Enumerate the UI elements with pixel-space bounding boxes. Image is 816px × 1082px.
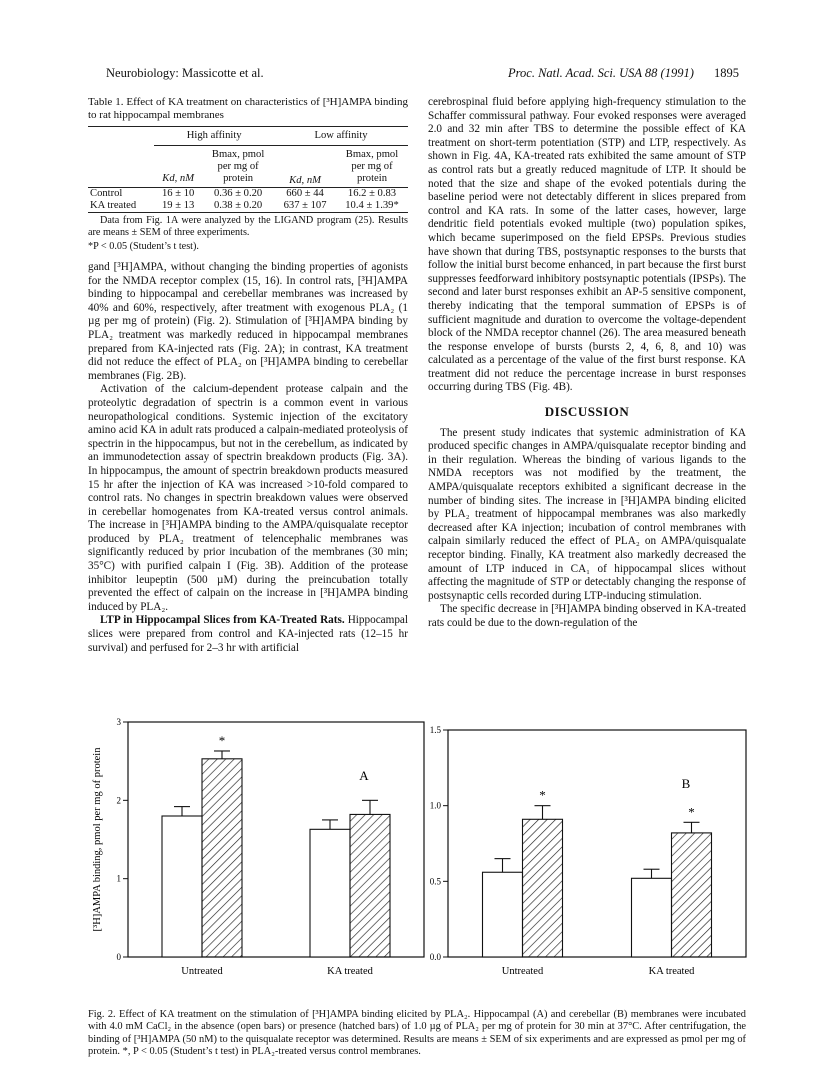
paragraph: cerebrospinal fluid before applying high-frequency stimulation to the Schaffer commissural pathway. Four evoked responses were averaged 2.0 and 32 min after TBS to determine the possible effect of KA treatment on short-term potentiation (STP) and LTP, respectively. As shown in Fig. 4A, KA-treated rats exhibited the same amount of STP as control rats but a greatly reduced magnitude of LTP. It should be noted that the size and shape of the evoked potentials during the baseline period were not detectably different in slices prepared from control and KA rats. In some of the latter cases, however, large dendritic field potentials evoked multiple (two) population spikes, which became superimposed on the field EPSPs. Previous studies have shown that during TBS, postsynaptic responses to the bursts that follow the initial burst become enhanced, in part because the first burst suppresses feedforward inhibitory postsynaptic potentials (IPSPs). The second and later burst responses exhibit an AP-5 sensitive component, thereby indicating that the temporal summation of EPSPs is of sufficient magnitude and duration to overcome the voltage-dependent block of the NMDA receptor channel (26). The area measured beneath the response envelope of bursts (bursts 2, 4, 6, 8, and 10) was calculated as a percentage of the value of the first burst response. KA treatment did not reduce the percentage increase in burst responses occurring during TBS (Fig. 4B). bbox=[428, 96, 746, 394]
table-note: Data from Fig. 1A were analyzed by the LIGAND program (25). Results are means ± SEM of three experiments. bbox=[88, 215, 408, 238]
significance-marker: * bbox=[539, 787, 546, 803]
y-tick-label: 0 bbox=[116, 952, 121, 962]
bar-open bbox=[632, 878, 672, 957]
table-caption: Table 1. Effect of KA treatment on characteristics of [³H]AMPA binding to rat hippocampal membranes bbox=[88, 96, 408, 121]
bar-open bbox=[162, 816, 202, 957]
y-tick-label: 0.5 bbox=[429, 876, 441, 887]
category-label: KA treated bbox=[648, 966, 695, 977]
figure-caption: Fig. 2. Effect of KA treatment on the stimulation of [³H]AMPA binding elicited by PLA₂. Hippocampal (A) and cerebellar (B) membranes were incubated with 4.0 mM CaCl₂ in the absence (open bars) or presence (hatched bars) of 1.0 µg of PLA₂ per mg of protein for 30 min at 37°C. After centrifugation, the binding of [³H]AMPA (50 nM) to the quisqualate receptor was determined. Results are means ± SEM of six experiments and are expressed as pmol per mg of protein. *, P < 0.05 (Student’s t test) in PLA₂-treated versus control membranes. bbox=[88, 1009, 746, 1058]
y-tick-label: 0.0 bbox=[429, 952, 441, 962]
category-label: Untreated bbox=[181, 966, 223, 977]
bar-hatched bbox=[202, 759, 242, 957]
col-kd-high: Kd, nM bbox=[162, 173, 195, 184]
page-number: 1895 bbox=[714, 66, 739, 80]
table-footnote: *P < 0.05 (Student’s t test). bbox=[88, 241, 199, 252]
table-row: Control 16 ± 10 0.36 ± 0.20 660 ± 44 16.2 ± 0.83 bbox=[90, 188, 397, 199]
category-label: KA treated bbox=[327, 966, 373, 977]
group-low-affinity: Low affinity bbox=[274, 127, 408, 146]
chart-panel-a bbox=[92, 717, 424, 977]
paragraph: The present study indicates that systemic administration of KA produced specific changes in AMPA/quisqualate receptor binding and in their regulation. Whereas the binding of various ligands to the NMDA receptors was not modified by the treatment, the AMPA/quisqualate receptors exhibited a significant decrease in the number of binding sites. The increase in [³H]AMPA binding elicited by PLA₂ treatment of hippocampal membranes was also markedly decreased after KA injection; incubation of control membranes with calpain similarly reduced the effect of PLA₂ on AMPA/quisqualate receptor binding. Finally, KA treatment also markedly decreased the amount of LTP induced in CA₁ of hippocampal slices without affecting the magnitude of STP or detectably changing the response of postsynaptic cells recorded during LTP-inducing stimulation. bbox=[428, 426, 746, 602]
paragraph-ltp: LTP in Hippocampal Slices from KA-Treated Rats. Hippocampal slices were prepared from control and KA-injected rats (12–15 hr survival) and perfused for 2–3 hr with artificial bbox=[88, 614, 408, 654]
col-kd-low: Kd, nM bbox=[289, 175, 321, 186]
section-heading-discussion: DISCUSSION bbox=[544, 404, 630, 420]
y-tick-label: 2 bbox=[116, 795, 121, 806]
section-heading-ltp: LTP in Hippocampal Slices from KA-Treated Rats. bbox=[100, 614, 345, 627]
y-axis-label: [³H]AMPA binding, pmol per mg of protein bbox=[92, 747, 103, 932]
running-header-left: Neurobiology: Massicotte et al. bbox=[106, 66, 264, 80]
paragraph: The specific decrease in [³H]AMPA binding observed in KA-treated rats could be due to the down-regulation of the bbox=[428, 603, 746, 629]
chart-panel-b bbox=[430, 725, 746, 977]
bar-hatched bbox=[523, 819, 563, 957]
table-row: KA treated 19 ± 13 0.38 ± 0.20 637 ± 107 10.4 ± 1.39* bbox=[88, 200, 408, 213]
col-bmax-low: Bmax, pmol per mg of protein bbox=[345, 149, 399, 184]
paragraph: gand [³H]AMPA, without changing the binding properties of agonists for the NMDA receptor complex (15, 16). In control rats, [³H]AMPA binding to hippocampal and cerebellar membranes was increased by 40% and 60%, respectively, after treatment with exogenous PLA₂ (1 µg per mg of protein) (Fig. 2). Stimulation of [³H]AMPA binding by PLA₂ treatment was markedly reduced in hippocampal membranes prepared from KA-injected rats (Fig. 2A); in contrast, KA treatment did not reduce the effect of PLA₂ on [³H]AMPA binding to cerebellar membranes (Fig. 2B). bbox=[88, 261, 408, 382]
bar-hatched bbox=[350, 814, 390, 957]
group-high-affinity: High affinity bbox=[154, 127, 274, 146]
y-tick-label: 1 bbox=[116, 873, 121, 884]
y-tick-label: 1.5 bbox=[429, 725, 441, 735]
panel-label: B bbox=[681, 776, 691, 791]
bar-open bbox=[310, 829, 350, 957]
panel-label: A bbox=[359, 768, 369, 783]
category-label: Untreated bbox=[501, 966, 544, 977]
significance-marker: * bbox=[218, 732, 226, 748]
y-tick-label: 3 bbox=[116, 717, 121, 727]
paragraph: Activation of the calcium-dependent protease calpain and the proteolytic degradation of spectrin is a common event in various neuropathological conditions. Systemic injection of the excitatory amino acid KA in adult rats produced a calpain-mediated proteolysis of spectrin in the hippocampus, but not in the cerebellum, as indicated by an immunodetection assay of spectrin breakdown products (Fig. 3A). In hippocampus, the amount of spectrin breakdown products measured 15 hr after the injection of KA was increased >10-fold compared to control rats. No changes in spectrin breakdown values were observed in cerebellar homogenates from KA-treated versus control animals. The increase in [³H]AMPA binding to the AMPA/quisqualate receptor produced by PLA₂ treatment of telencephalic membranes was significantly reduced by prior incubation of the membranes (30 min; 35°C) with purified calpain I (Fig. 3B). Addition of the protease inhibitor leupeptin (500 µM) during the preincubation totally prevented the effect of calpain on the increase in [³H]AMPA binding induced by PLA₂. bbox=[88, 383, 408, 613]
significance-marker: * bbox=[688, 804, 695, 820]
running-header-journal: Proc. Natl. Acad. Sci. USA 88 (1991) bbox=[508, 66, 694, 80]
col-bmax-high: Bmax, pmol per mg of protein bbox=[211, 149, 265, 184]
y-tick-label: 1.0 bbox=[429, 800, 441, 811]
bar-hatched bbox=[672, 833, 712, 957]
bar-open bbox=[483, 872, 523, 957]
